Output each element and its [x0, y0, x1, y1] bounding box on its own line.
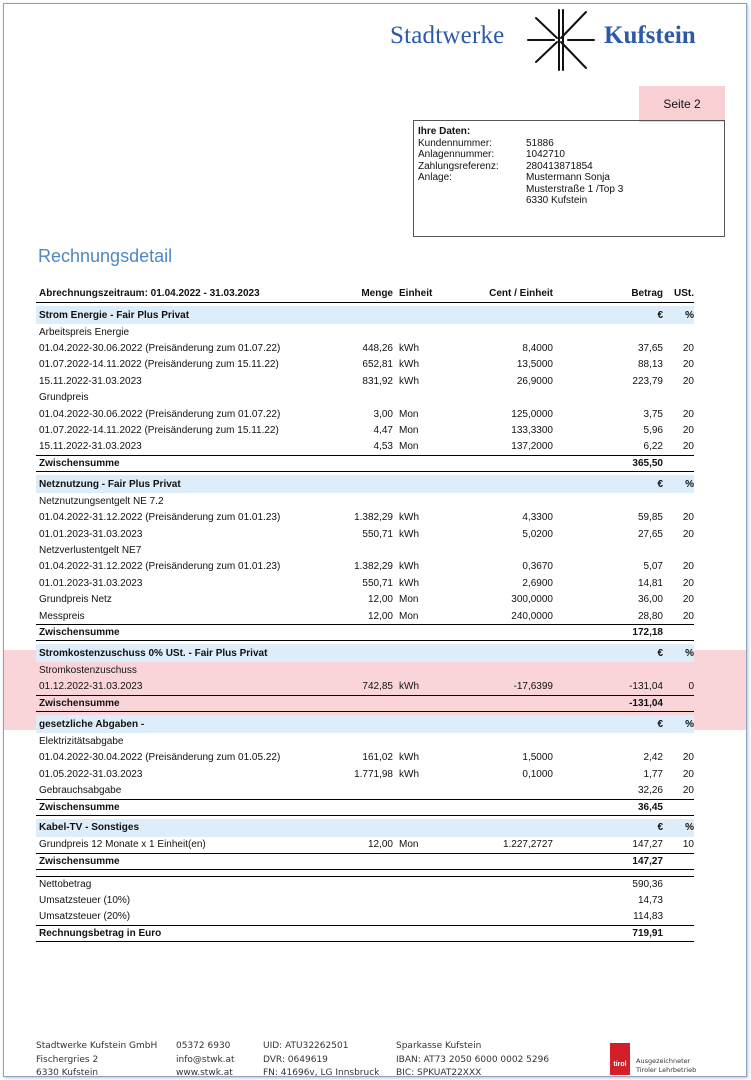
row-ust: 20	[682, 594, 694, 606]
row-betrag: 59,85	[637, 512, 663, 524]
row-description: 01.04.2022-30.06.2022 (Preisänderung zum 01.07.22)	[39, 343, 281, 355]
row-ust: 20	[682, 375, 694, 387]
subtotal-row	[36, 853, 694, 870]
value: 280413871854	[526, 160, 593, 172]
customer-data-box	[413, 120, 725, 237]
footer-contact	[176, 1040, 235, 1080]
subtotal-label: Zwischensumme	[39, 801, 120, 813]
section-title: Strom Energie - Fair Plus Privat	[39, 309, 190, 321]
table-row	[36, 575, 694, 591]
subtotal-row	[36, 624, 694, 641]
row-menge: 1.382,29	[354, 512, 393, 524]
value: Mustermann Sonja	[526, 172, 610, 183]
subsection-text: Grundpreis	[39, 392, 89, 404]
section-header-zuschuss	[36, 644, 694, 662]
footer-bank	[396, 1040, 549, 1080]
row-ust: 10	[682, 839, 694, 851]
row-betrag: 28,80	[637, 610, 663, 622]
row-ust: 20	[682, 768, 694, 780]
subsection-text: Elektrizitätsabgabe	[39, 735, 124, 747]
subsection-label	[36, 390, 694, 406]
badge-caption-line: Tiroler Lehrbetrieb	[636, 1066, 697, 1074]
row-einheit: Mon	[399, 441, 419, 453]
row-betrag: 2,42	[643, 752, 663, 764]
section-title: Netznutzung - Fair Plus Privat	[39, 478, 181, 490]
subsection-text: Stromkostenzuschuss	[39, 664, 137, 676]
logo-word-kufstein: Kufstein	[604, 22, 696, 49]
section-header-kabel	[36, 819, 694, 837]
section-header-abgaben	[36, 715, 694, 733]
total-value: 719,91	[632, 927, 663, 939]
row-description: 01.07.2022-14.11.2022 (Preisänderung zum 15.11.22)	[39, 425, 279, 437]
subsection-label	[36, 542, 694, 558]
footer-line: UID: ATU32262501	[263, 1041, 349, 1051]
betrag-header: Betrag	[631, 287, 663, 299]
row-betrag: -131,04	[629, 681, 663, 693]
table-row	[36, 422, 694, 438]
row-cent-per-unit: 4,3300	[522, 512, 553, 524]
anlagennummer-row	[418, 149, 720, 161]
row-cent-per-unit: 13,5000	[516, 359, 553, 371]
currency-symbol: €	[657, 822, 663, 834]
table-row	[36, 608, 694, 624]
cent-header: Cent / Einheit	[489, 287, 553, 299]
table-row	[36, 591, 694, 607]
row-ust: 20	[682, 752, 694, 764]
tirol-badge-icon: tirol	[610, 1043, 630, 1075]
row-description: 01.12.2022-31.03.2023	[39, 681, 143, 693]
row-betrag: 147,27	[632, 839, 663, 851]
table-row	[36, 782, 694, 798]
ust10-value: 14,73	[637, 895, 663, 907]
subtotal-row	[36, 455, 694, 472]
ust20-label: Umsatzsteuer (20%)	[39, 911, 131, 923]
footer-line: Fischergries 2	[36, 1054, 99, 1065]
value: 1042710	[526, 149, 565, 160]
footer-line: FN: 41696v, LG Innsbruck	[263, 1068, 380, 1078]
row-cent-per-unit: 137,2000	[511, 441, 553, 453]
footer-email-link[interactable]: info@stwk.at	[176, 1054, 235, 1065]
table-row	[36, 406, 694, 422]
page-number-badge: Seite 2	[639, 86, 725, 122]
row-einheit: kWh	[399, 681, 419, 693]
row-cent-per-unit: 0,1000	[522, 768, 553, 780]
row-ust: 20	[682, 408, 694, 420]
street: Musterstraße 1 /Top 3	[526, 183, 624, 195]
page-title: Rechnungsdetail	[38, 246, 173, 266]
ust-header: USt.	[674, 287, 694, 299]
subtotal-label: Zwischensumme	[39, 627, 120, 639]
period-header: Abrechnungszeitraum: 01.04.2022 - 31.03.2023	[39, 287, 260, 299]
section-header-netz	[36, 475, 694, 493]
row-menge: 652,81	[362, 359, 393, 371]
row-ust: 20	[682, 577, 694, 589]
row-einheit: Mon	[399, 594, 419, 606]
customer-data-heading: Ihre Daten:	[418, 126, 471, 137]
row-einheit: kWh	[399, 375, 419, 387]
section-title: Stromkostenzuschuss 0% USt. - Fair Plus Privat	[39, 647, 268, 659]
label: Anlagennummer:	[418, 149, 495, 160]
badge-caption-line: Ausgezeichneter	[636, 1057, 691, 1065]
row-description: 15.11.2022-31.03.2023	[39, 441, 142, 453]
row-description: 01.04.2022-30.04.2022 (Preisänderung zum 01.05.22)	[39, 752, 281, 764]
percent-symbol: %	[685, 309, 694, 321]
currency-symbol: €	[657, 718, 663, 730]
row-description: 01.05.2022-31.03.2023	[39, 768, 143, 780]
anlage-row	[418, 172, 720, 184]
subtotal-value: 365,50	[632, 458, 663, 470]
row-betrag: 5,07	[643, 561, 663, 573]
menge-header: Menge	[361, 287, 393, 299]
footer-website-link[interactable]: www.stwk.at	[176, 1068, 233, 1078]
row-einheit: kWh	[399, 752, 419, 764]
row-description: Grundpreis Netz	[39, 594, 112, 606]
row-ust: 20	[682, 512, 694, 524]
row-cent-per-unit: 240,0000	[511, 610, 553, 622]
row-betrag: 27,65	[637, 528, 663, 540]
subtotal-value: -131,04	[629, 698, 663, 710]
row-ust: 20	[682, 784, 694, 796]
row-description: 01.04.2022-31.12.2022 (Preisänderung zum 01.01.23)	[39, 561, 281, 573]
subsection-label	[36, 662, 694, 678]
row-betrag: 6,22	[643, 441, 663, 453]
row-einheit: Mon	[399, 425, 419, 437]
logo-word-stadtwerke: Stadtwerke	[390, 22, 505, 49]
row-betrag: 14,81	[637, 577, 663, 589]
table-row	[36, 749, 694, 765]
row-description: 01.04.2022-30.06.2022 (Preisänderung zum 01.07.22)	[39, 408, 281, 420]
row-menge: 742,85	[362, 681, 393, 693]
subtotal-value: 36,45	[637, 801, 663, 813]
subtotal-value: 172,18	[632, 627, 663, 639]
row-ust: 20	[682, 561, 694, 573]
subsection-text: Arbeitspreis Energie	[39, 326, 130, 338]
table-row	[36, 340, 694, 356]
table-row	[36, 357, 694, 373]
currency-symbol: €	[657, 309, 663, 321]
footer-line: BIC: SPKUAT22XXX	[396, 1068, 482, 1078]
netto-value: 590,36	[632, 879, 663, 891]
row-menge: 161,02	[362, 752, 393, 764]
logo-star-icon	[526, 8, 596, 72]
row-cent-per-unit: -17,6399	[513, 681, 553, 693]
subtotal-row	[36, 695, 694, 712]
table-header-row	[36, 284, 694, 303]
row-menge: 12,00	[367, 594, 393, 606]
row-menge: 448,26	[362, 343, 393, 355]
row-einheit: kWh	[399, 512, 419, 524]
row-einheit: kWh	[399, 528, 419, 540]
row-menge: 1.382,29	[354, 561, 393, 573]
table-row	[36, 837, 694, 853]
label: Zahlungsreferenz:	[418, 160, 499, 172]
currency-symbol: €	[657, 647, 663, 659]
row-betrag: 3,75	[643, 408, 663, 420]
row-cent-per-unit: 8,4000	[522, 343, 553, 355]
subtotal-value: 147,27	[632, 855, 663, 867]
row-cent-per-unit: 300,0000	[511, 594, 553, 606]
table-row	[36, 373, 694, 389]
row-betrag: 223,79	[632, 375, 663, 387]
percent-symbol: %	[685, 478, 694, 490]
row-cent-per-unit: 5,0200	[522, 528, 553, 540]
row-ust: 20	[682, 359, 694, 371]
row-description: Gebrauchsabgabe	[39, 784, 122, 796]
row-betrag: 5,96	[643, 425, 663, 437]
subsection-label	[36, 493, 694, 509]
table-row	[36, 510, 694, 526]
row-menge: 12,00	[367, 839, 393, 851]
row-menge: 12,00	[367, 610, 393, 622]
footer-line: Stadtwerke Kufstein GmbH	[36, 1041, 158, 1051]
row-menge: 550,71	[362, 577, 393, 589]
section-title: gesetzliche Abgaben -	[39, 718, 145, 730]
row-cent-per-unit: 133,3300	[511, 425, 553, 437]
row-menge: 4,53	[373, 441, 393, 453]
kundennummer-row	[418, 138, 720, 150]
row-menge: 550,71	[362, 528, 393, 540]
row-description: 15.11.2022-31.03.2023	[39, 375, 142, 387]
row-einheit: kWh	[399, 768, 419, 780]
row-betrag: 32,26	[637, 784, 663, 796]
subsection-text: Netzverlustentgelt NE7	[39, 544, 142, 556]
subsection-label	[36, 733, 694, 749]
label: Kundennummer:	[418, 137, 492, 149]
row-menge: 831,92	[362, 375, 393, 387]
row-einheit: kWh	[399, 561, 419, 573]
row-cent-per-unit: 1,5000	[522, 752, 553, 764]
total-row	[36, 925, 694, 941]
footer-line: 6330 Kufstein	[36, 1068, 99, 1078]
table-row	[36, 559, 694, 575]
row-ust: 0	[688, 681, 694, 693]
percent-symbol: %	[685, 822, 694, 834]
total-label: Rechnungsbetrag in Euro	[39, 927, 162, 939]
netto-row	[36, 876, 694, 892]
subsection-label	[36, 324, 694, 340]
subtotal-label: Zwischensumme	[39, 698, 120, 710]
currency-symbol: €	[657, 478, 663, 490]
row-menge: 4,47	[373, 425, 393, 437]
row-description: 01.01.2023-31.03.2023	[39, 577, 143, 589]
table-row	[36, 679, 694, 695]
badge-caption	[636, 1057, 696, 1075]
ust10-label: Umsatzsteuer (10%)	[39, 895, 131, 907]
city: 6330 Kufstein	[526, 195, 588, 206]
section-header-strom	[36, 306, 694, 324]
row-ust: 20	[682, 610, 694, 622]
row-betrag: 36,00	[637, 594, 663, 606]
percent-symbol: %	[685, 718, 694, 730]
row-ust: 20	[682, 343, 694, 355]
zahlungsreferenz-row	[418, 161, 720, 173]
row-einheit: Mon	[399, 408, 419, 420]
row-einheit: Mon	[399, 610, 419, 622]
footer-line: IBAN: AT73 2050 6000 0002 5296	[396, 1054, 550, 1065]
row-einheit: kWh	[399, 343, 419, 355]
row-cent-per-unit: 0,3670	[522, 561, 553, 573]
row-menge: 3,00	[373, 408, 393, 420]
ust20-value: 114,83	[633, 911, 663, 923]
footer-line: DVR: 0649619	[263, 1054, 328, 1065]
table-row	[36, 526, 694, 542]
ust20-row	[36, 909, 694, 925]
value: 51886	[526, 137, 554, 149]
row-cent-per-unit: 1.227,2727	[502, 839, 553, 851]
row-menge: 1.771,98	[354, 768, 393, 780]
ust10-row	[36, 892, 694, 908]
row-betrag: 88,13	[637, 359, 663, 371]
table-row	[36, 439, 694, 455]
label: Anlage:	[418, 172, 452, 183]
percent-symbol: %	[685, 647, 694, 659]
subtotal-label: Zwischensumme	[39, 855, 120, 867]
row-betrag: 1,77	[643, 768, 663, 780]
footer-line: Sparkasse Kufstein	[396, 1041, 482, 1051]
footer-registry	[263, 1040, 379, 1080]
row-cent-per-unit: 26,9000	[516, 375, 553, 387]
row-betrag: 37,65	[637, 343, 663, 355]
row-ust: 20	[682, 425, 694, 437]
table-row	[36, 766, 694, 782]
einheit-header: Einheit	[399, 287, 433, 299]
subsection-text: Netznutzungsentgelt NE 7.2	[39, 495, 164, 507]
row-einheit: kWh	[399, 577, 419, 589]
subtotal-label: Zwischensumme	[39, 458, 120, 470]
invoice-detail-table	[36, 284, 694, 942]
netto-label: Nettobetrag	[39, 879, 92, 891]
company-logo	[390, 8, 710, 72]
footer-phone: 05372 6930	[176, 1041, 231, 1051]
row-cent-per-unit: 125,0000	[511, 408, 553, 420]
row-description: Grundpreis 12 Monate x 1 Einheit(en)	[39, 839, 206, 851]
footer-company	[36, 1040, 157, 1080]
row-description: 01.01.2023-31.03.2023	[39, 528, 143, 540]
row-einheit: Mon	[399, 839, 419, 851]
row-description: 01.04.2022-31.12.2022 (Preisänderung zum 01.01.23)	[39, 512, 281, 524]
row-description: 01.07.2022-14.11.2022 (Preisänderung zum 15.11.22)	[39, 359, 279, 371]
subtotal-row	[36, 799, 694, 816]
row-description: Messpreis	[39, 610, 85, 622]
section-title: Kabel-TV - Sonstiges	[39, 822, 140, 834]
row-ust: 20	[682, 441, 694, 453]
row-einheit: kWh	[399, 359, 419, 371]
row-ust: 20	[682, 528, 694, 540]
row-cent-per-unit: 2,6900	[522, 577, 553, 589]
